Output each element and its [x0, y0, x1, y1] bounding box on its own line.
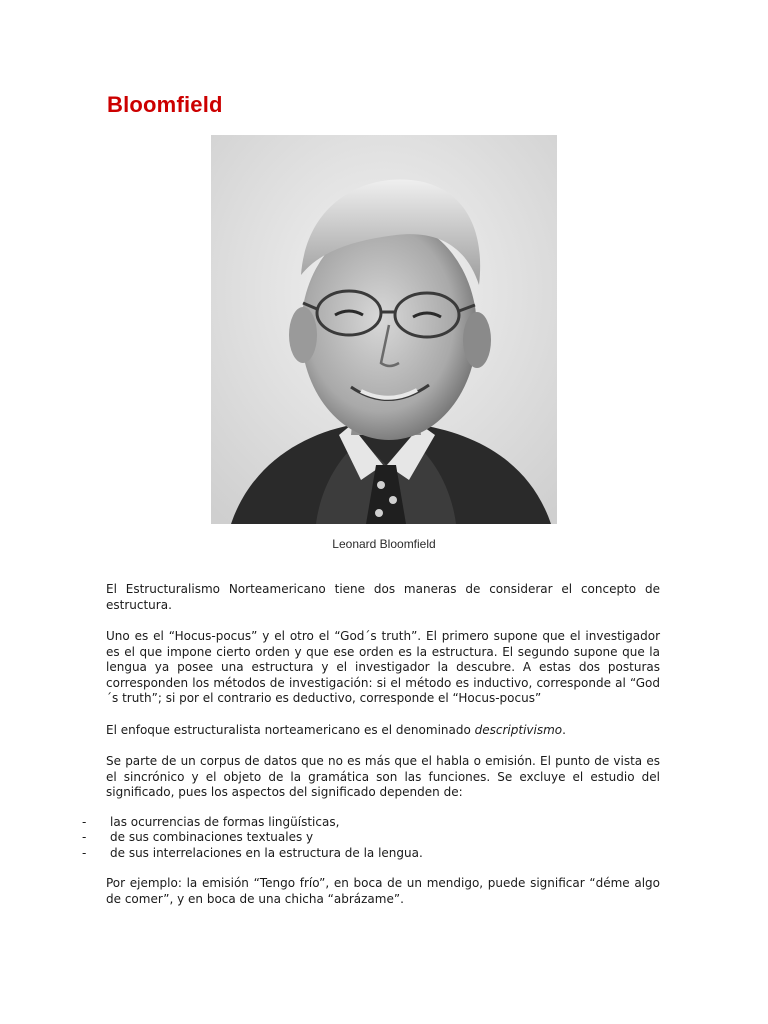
paragraph-descriptivismo — [106, 723, 660, 739]
list-dash: - — [82, 845, 87, 860]
list-item — [82, 846, 660, 862]
paragraph-structure-intro: El Estructuralismo Norteamericano tiene dos maneras de considerar el concepto de estructura. — [106, 582, 660, 612]
descriptivismo-term: descriptivismo — [474, 722, 563, 737]
paragraph-hocus-pocus: Uno es el “Hocus-pocus” y el otro el “God´s truth”. El primero supone que el investigador es el que impone cierto orden y que ese orden es la estructura. El segundo supone que la lengua ya posee una estructura y el investigador la descubre. A estas dos posturas corresponden los métodos de investigación: si el método es inductivo, corresponde al “God´s truth”; si por el contrario es deductivo, corresponde el “Hocus-pocus” — [106, 629, 660, 705]
paragraph-example: Por ejemplo: la emisión “Tengo frío”, en boca de un mendigo, puede significar “déme algo de comer”, y en boca de una chicha “abrázame”. — [106, 876, 660, 906]
list-item-text: de sus interrelaciones en la estructura de la lengua. — [110, 845, 423, 860]
meaning-aspects-list — [82, 815, 660, 862]
paragraph-descriptivismo-lead: El enfoque estructuralista norteamericano es el denominado — [106, 722, 475, 737]
article-body — [82, 582, 660, 923]
list-item — [82, 815, 660, 831]
photo-caption: Leonard Bloomfield — [332, 537, 436, 551]
list-item — [82, 830, 660, 846]
paragraph-corpus: Se parte de un corpus de datos que no es más que el habla o emisión. El punto de vista es el sincrónico y el objeto de la gramática son las funciones. Se excluye el estudio del significado, pues los aspectos del significado dependen de: — [106, 754, 660, 799]
list-item-text: las ocurrencias de formas lingüísticas, — [110, 814, 340, 829]
list-item-text: de sus combinaciones textuales y — [110, 830, 314, 844]
page-title: Bloomfield — [107, 92, 223, 117]
paragraph-descriptivismo-end: . — [562, 722, 566, 737]
list-dash: - — [82, 830, 87, 844]
portrait-photo — [211, 135, 557, 524]
list-dash: - — [82, 814, 87, 829]
